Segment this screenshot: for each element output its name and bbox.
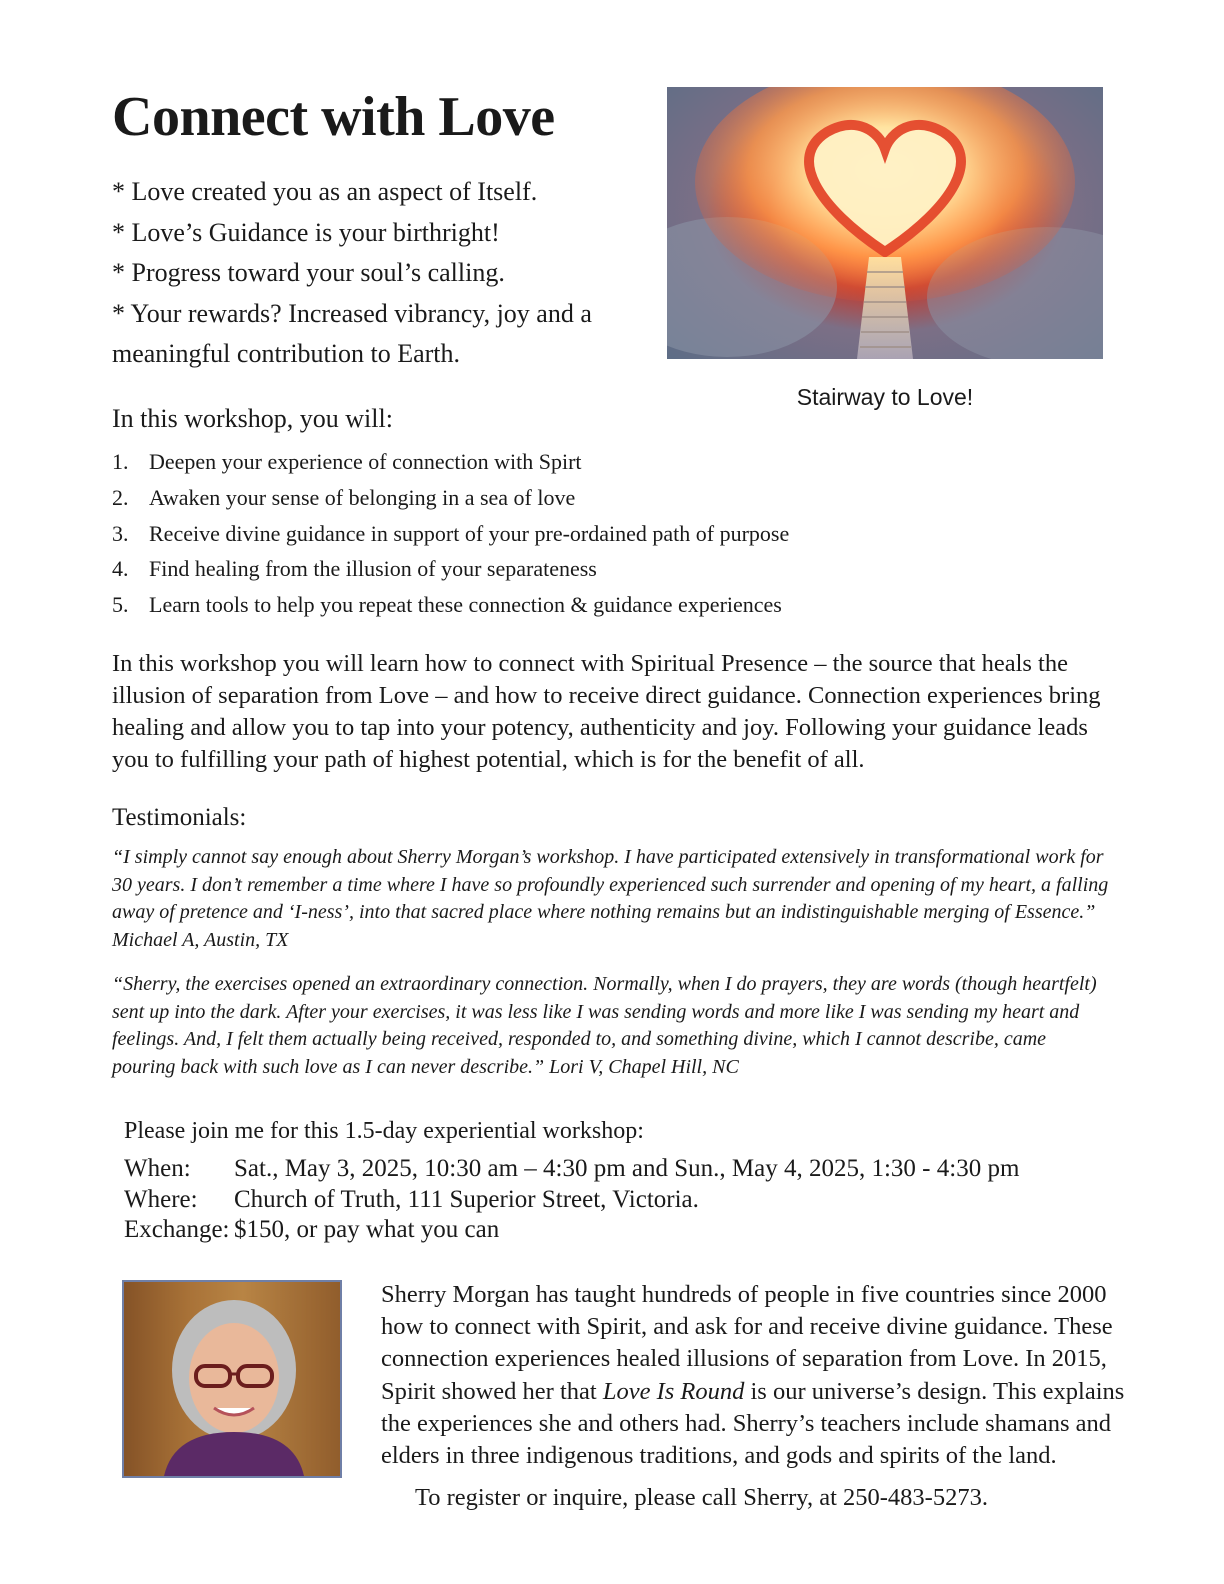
event-when-row — [124, 1154, 1019, 1185]
item-text: Learn tools to help you repeat these connection & guidance experiences — [149, 592, 782, 618]
bullet-item: * Love’s Guidance is your birthright! — [112, 217, 500, 247]
list-item — [112, 516, 789, 552]
bullet-item: * Your rewards? Increased vibrancy, joy and a meaningful contribution to Earth. — [112, 298, 592, 368]
testimonials-heading: Testimonials: — [112, 804, 247, 831]
bullet-item: * Progress toward your soul’s calling. — [112, 258, 505, 287]
bio-text: is our universe’s design. This explains the experiences she and others had. Sherry’s teachers include shamans and elders in three indigenous traditions, and gods and spirits of the land. — [381, 1377, 1125, 1470]
when-value: Sat., May 3, 2025, 10:30 am – 4:30 pm and Sun., May 4, 2025, 1:30 - 4:30 pm — [234, 1155, 1020, 1182]
workshop-intro: In this workshop, you will: — [112, 404, 393, 433]
where-value: Church of Truth, 111 Superior Street, Victoria. — [234, 1185, 699, 1213]
list-item — [112, 551, 789, 587]
presenter-bio — [381, 1279, 1141, 1472]
item-text: Deepen your experience of connection with Spirt — [149, 449, 582, 474]
list-item — [112, 444, 789, 480]
book-title: Love Is Round — [602, 1377, 745, 1405]
event-exchange-row — [124, 1215, 1019, 1246]
item-number: 2. — [112, 484, 129, 510]
bullet-item: * Love created you as an aspect of Itself. — [112, 177, 538, 206]
portrait-illustration — [124, 1282, 340, 1476]
exchange-label: Exchange: — [124, 1216, 230, 1243]
event-invitation: Please join me for this 1.5-day experiential workshop: — [124, 1118, 644, 1144]
exchange-value: $150, or pay what you can — [234, 1216, 500, 1243]
list-item — [112, 587, 789, 623]
item-number: 4. — [112, 556, 129, 582]
heart-clouds-illustration — [667, 87, 1103, 359]
benefit-bullets — [112, 172, 652, 375]
bio-text: Sherry Morgan has taught hundreds of people in five countries since 2000 how to connect with Spirit, and ask for and receive divine guidance. These connection experiences healed illusions of separation from Love. In 2015, Spirit showed her that — [381, 1281, 1113, 1405]
list-item — [112, 480, 789, 516]
item-text: Receive divine guidance in support of your pre-ordained path of purpose — [149, 520, 790, 546]
workshop-goals-list — [112, 444, 789, 623]
item-text: Find healing from the illusion of your separateness — [149, 556, 597, 582]
testimonial-quote: “Sherry, the exercises opened an extraordinary connection. Normally, when I do prayers, they are words (though heartfelt) sent up into the dark. After your exercises, it was less like I was sending words and more like I was sending my heart and feelings. And, I felt them actually being received, responded to, and something divine, which I cannot describe, came pouring back with such love as I can never describe.” Lori V, Chapel Hill, NC — [112, 973, 1097, 1078]
when-label: When: — [124, 1155, 191, 1182]
item-number: 3. — [112, 520, 129, 546]
item-number: 1. — [112, 449, 129, 474]
page-title: Connect with Love — [112, 86, 555, 148]
workshop-description: In this workshop you will learn how to connect with Spiritual Presence – the source that heals the illusion of separation from Love – and how to receive direct guidance. Connection experiences bring healing and allow you to tap into your potency, authenticity and joy. Following your guidance leads you to fulfilling your path of highest potential, which is for the benefit of all. — [112, 650, 1101, 773]
item-number: 5. — [112, 592, 129, 618]
event-details — [124, 1154, 1019, 1246]
stairway-heart-image — [667, 87, 1103, 359]
event-where-row — [124, 1185, 1019, 1216]
image-caption: Stairway to Love! — [796, 384, 974, 410]
registration-contact: To register or inquire, please call Sherry, at 250-483-5273. — [415, 1484, 988, 1511]
where-label: Where: — [124, 1185, 198, 1213]
presenter-photo — [122, 1280, 342, 1478]
item-text: Awaken your sense of belonging in a sea of love — [149, 484, 576, 510]
testimonial-quote: “I simply cannot say enough about Sherry Morgan’s workshop. I have participated extensively in transformational work for 30 years. I don’t remember a time where I have so profoundly experienced such surrender and opening of my heart, a falling away of pretence and ‘I-ness’, into that sacred place where nothing remains but an indistinguishable merging of Essence.” Michael A, Austin, TX — [112, 846, 1109, 951]
